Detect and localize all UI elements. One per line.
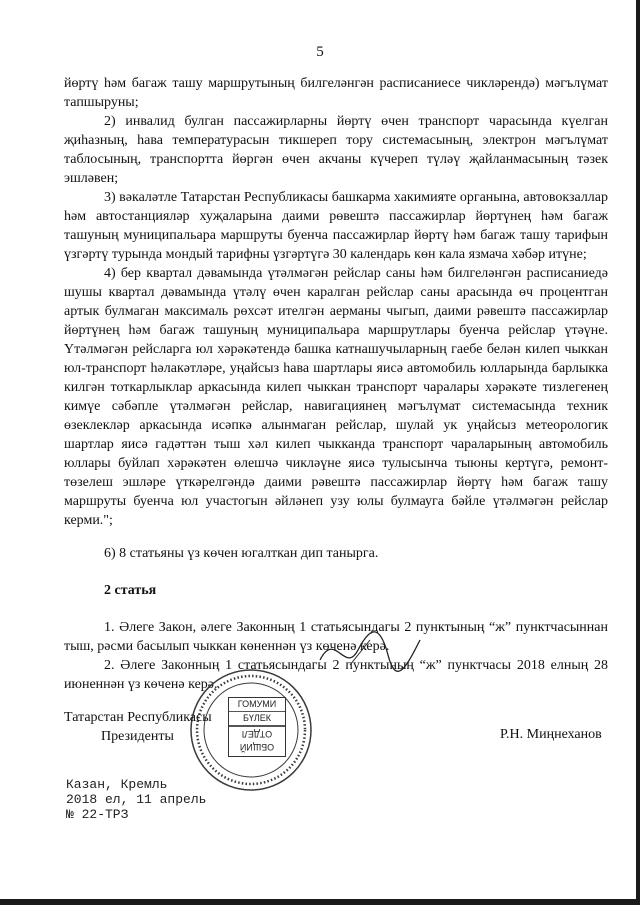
document-body (64, 74, 608, 694)
paragraph-item-2: 2) инвалид булган пассажирларны йөртү өчен транспорт чарасында күелган җиһазның, һава температурасын тикшереп тору системасының, электрон мәгълүмат таблосының, транспортта йөргән өчен акчаны күчереп түләү җайланмасының тәзек эшләвен; (64, 114, 608, 186)
article-paragraph-2: 2. Әлеге Законның 1 статьясындагы 2 пунктының “ж” пунктчасы 2018 елның 28 июненнән үз көченә керә. (64, 658, 608, 692)
signatory-title-line-1: Татарстан Республикасы (64, 710, 212, 725)
date: 2018 ел, 11 апрель (66, 792, 207, 807)
signatory-name: Р.Н. Миңнеханов (500, 727, 602, 742)
scan-edge-bottom (0, 899, 640, 905)
paragraph-item-4: 4) бер квартал дәвамында үтәлмәгән рейслар саны һәм билгеләнгән расписаниедә шушы квартал дәвамында үтәлү өчен каралган рейслар саны арасында өч процентган артык булмаган максималь рөхсәт ителгән аерманы чыгып, даими рәвештә пассажирлар йөртүнең һәм багаж ташуның муниципальара маршрутлары буенча рейслар үтәүне. Үтәлмәгән рейсларга юл хәрәкәтендә башка катнашучыларның гаебе белән килеп чыккан юл-транспорт һәлакәтләре, уңайсыз һава шартлары яисә автомобиль юлларында барлыкка килгән тоткарлыклар аркасында килеп чыккан транспорт чаралары хәрәкәте тизлегенең кимүе сәбәпле үтәлмәгән рейслар, навигациянең мәгълүмат системасында техник өзеклекләр аркасында исәпкә алынмаган рейслар, шулай ук уңайсыз метеорологик шартлар яисә гадәттән тыш хәл килеп чыкканда транспорт чараларының автомобиль юллары буйлап хәрәкәтен өлешчә чикләүне яисә тулысынча тыюны кертүгә, ремонт-төзелеш эшләре үткәрелгәндә даими рәвештә пассажирлар йөртү һәм багаж ташу маршруты буенча юл участогын әйләнеп узу юлы булмауга бәйле үтәлмәгән рейслар керми."; (64, 266, 608, 528)
law-number: № 22-ТРЗ (66, 807, 129, 822)
stamp-line-1: ГОМУМИ (229, 698, 285, 712)
paragraph-item-3: 3) вәкаләтле Татарстан Республикасы башкарма хакимияте органына, автовокзаллар һәм автостанцияләр хуҗаларына даими рөвештә пассажирлар йөртүнең һәм багаж ташуның муниципальара маршруты буенча пассажирлар йөртү һәм багаж ташу тарифын үзгәртү турында мондый тарифны үзгәртүгә 30 календарь көн кала язмача хәбәр итүне; (64, 190, 608, 262)
stamp-line-2: БҮЛЕК (229, 712, 285, 726)
page-number: 5 (316, 44, 324, 60)
signatory-title (64, 708, 212, 746)
stamp-line-4: ОБЩИЙ (239, 742, 275, 752)
department-stamp (228, 697, 286, 757)
place: Казан, Кремль (66, 777, 168, 792)
paragraph-continuation: йөртү һәм багаж ташу маршрутының билгеләнгән расписаниесе чикләрендә) мәгълүмат тапшыруны; (64, 76, 608, 110)
place-date-block (66, 777, 206, 822)
article-paragraph-1: 1. Әлеге Закон, әлеге Законның 1 статьясындагы 2 пунктының “ж” пунктчасыннан тыш, рәсми басылып чыккан көненнән үз көченә керә. (64, 620, 608, 654)
article-heading: 2 статья (104, 583, 157, 598)
signatory-title-line-2: Президенты (101, 729, 174, 744)
paragraph-item-6: 6) 8 статьяны үз көчен югалткан дип танырга. (104, 546, 379, 561)
stamp-line-3: ОТДЕЛ (229, 726, 285, 740)
scan-edge-right (636, 0, 640, 905)
handwritten-signature (310, 620, 430, 680)
